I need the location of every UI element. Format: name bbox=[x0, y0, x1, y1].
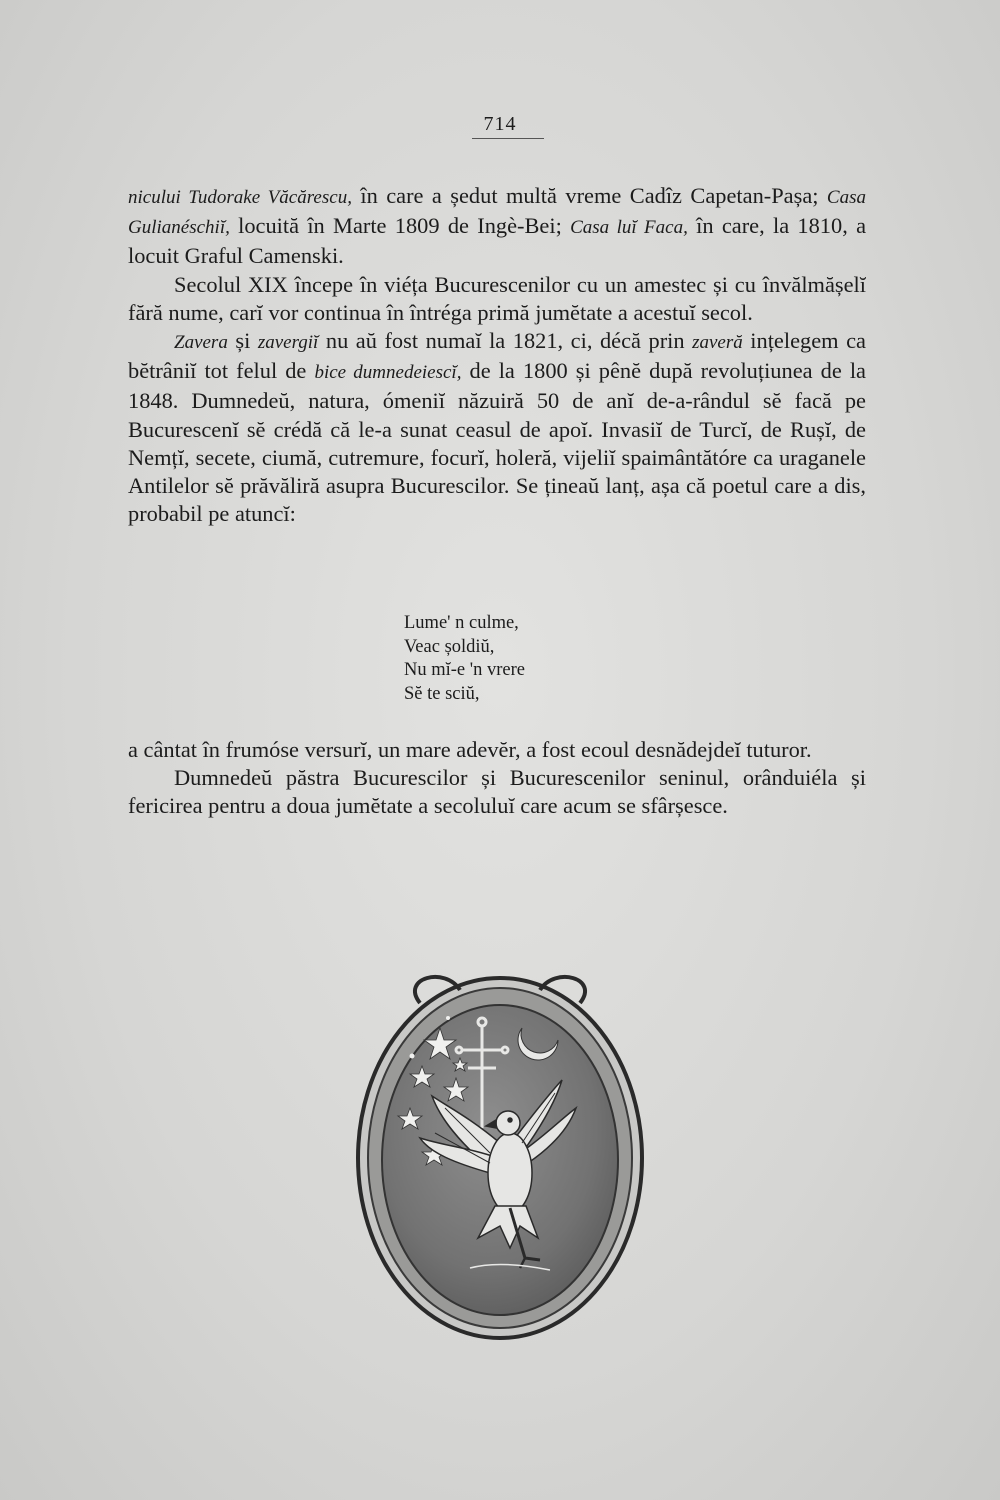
text-run: locuită în Marte 1809 de Ingè-Bei; bbox=[229, 213, 571, 239]
paragraph-2 bbox=[128, 271, 866, 327]
eagle-cross-seal-icon bbox=[350, 968, 650, 1348]
paragraph-3 bbox=[128, 327, 866, 528]
paragraph-4: a cântat în frumóse versurĭ, un mare adevĕr, a fost ecoul desnădejdeĭ tuturor. bbox=[128, 737, 812, 762]
paragraph-5: Dumnedeŭ păstra Bucurescilor și Bucurescenilor seninul, orânduiéla și fericirea pentru a doua jumĕtate a secoluluĭ care acum se sfârșesce. bbox=[128, 765, 866, 819]
poem-stanza bbox=[404, 612, 525, 706]
italic-phrase: Casa luĭ Faca, bbox=[570, 217, 688, 239]
italic-phrase: Zavera bbox=[174, 332, 228, 354]
poem-line: Sĕ te sciŭ, bbox=[404, 683, 480, 704]
poem-line: Lume' n culme, bbox=[404, 613, 519, 633]
text-run: în care, la 1810, a locuit Graful Camenski. bbox=[128, 213, 867, 269]
italic-phrase: zaveră bbox=[692, 332, 743, 354]
italic-phrase: bice dumnedeiescĭ, bbox=[314, 362, 462, 384]
text-run: ințelegem ca bĕtrâniĭ tot felul de bbox=[128, 328, 866, 384]
italic-phrase: zavergiĭ bbox=[257, 332, 319, 354]
text-run: Secolul XIX începe în viéța Bucurescenilor cu un amestec și cu învălmășelĭ fără nume, carĭ vor continua în întréga primă jumĕtate a acestuĭ secol. bbox=[128, 271, 866, 325]
paragraph-1 bbox=[128, 182, 866, 271]
page-number-rule bbox=[472, 138, 544, 139]
closing-text-block bbox=[128, 736, 866, 821]
text-run: de la 1800 și pênĕ după revoluțiunea de la 1848. Dumnedeŭ, natura, ómeniĭ năzuiră 50 de anĭ de-a-rândul sĕ facă pe Bucurescenĭ sĕ crédă că le-a sunat ceasul de apoĭ. Invasiĭ de Turcĭ, de Rușĭ, de Nemțĭ, secete, ciumă, cutremure, focurĭ, holeră, vijeliĭ spaimântătóre ca uraganele Antilelor sĕ prăvăliră asupra Bucurescilor. Se țineaŭ lanț, așa că poetul care a dis, probabil pe atuncĭ: bbox=[128, 358, 866, 527]
italic-phrase: Casa Gulianéschiĭ, bbox=[128, 187, 866, 239]
italic-phrase: nicului Tudorake Văcărescu, bbox=[128, 187, 352, 208]
main-text-block bbox=[128, 182, 866, 528]
page-number: 714 bbox=[483, 113, 517, 135]
poem-line: Nu mĭ-e 'n vrere bbox=[404, 660, 525, 680]
poem-line: Veac șoldiŭ, bbox=[404, 636, 495, 657]
text-run: nu aŭ fost numaĭ la 1821, ci, décă prin bbox=[318, 328, 693, 354]
text-run: în care a ședut multă vreme Cadîz Capetan-Pașa; bbox=[351, 183, 827, 208]
text-run: și bbox=[227, 328, 258, 354]
